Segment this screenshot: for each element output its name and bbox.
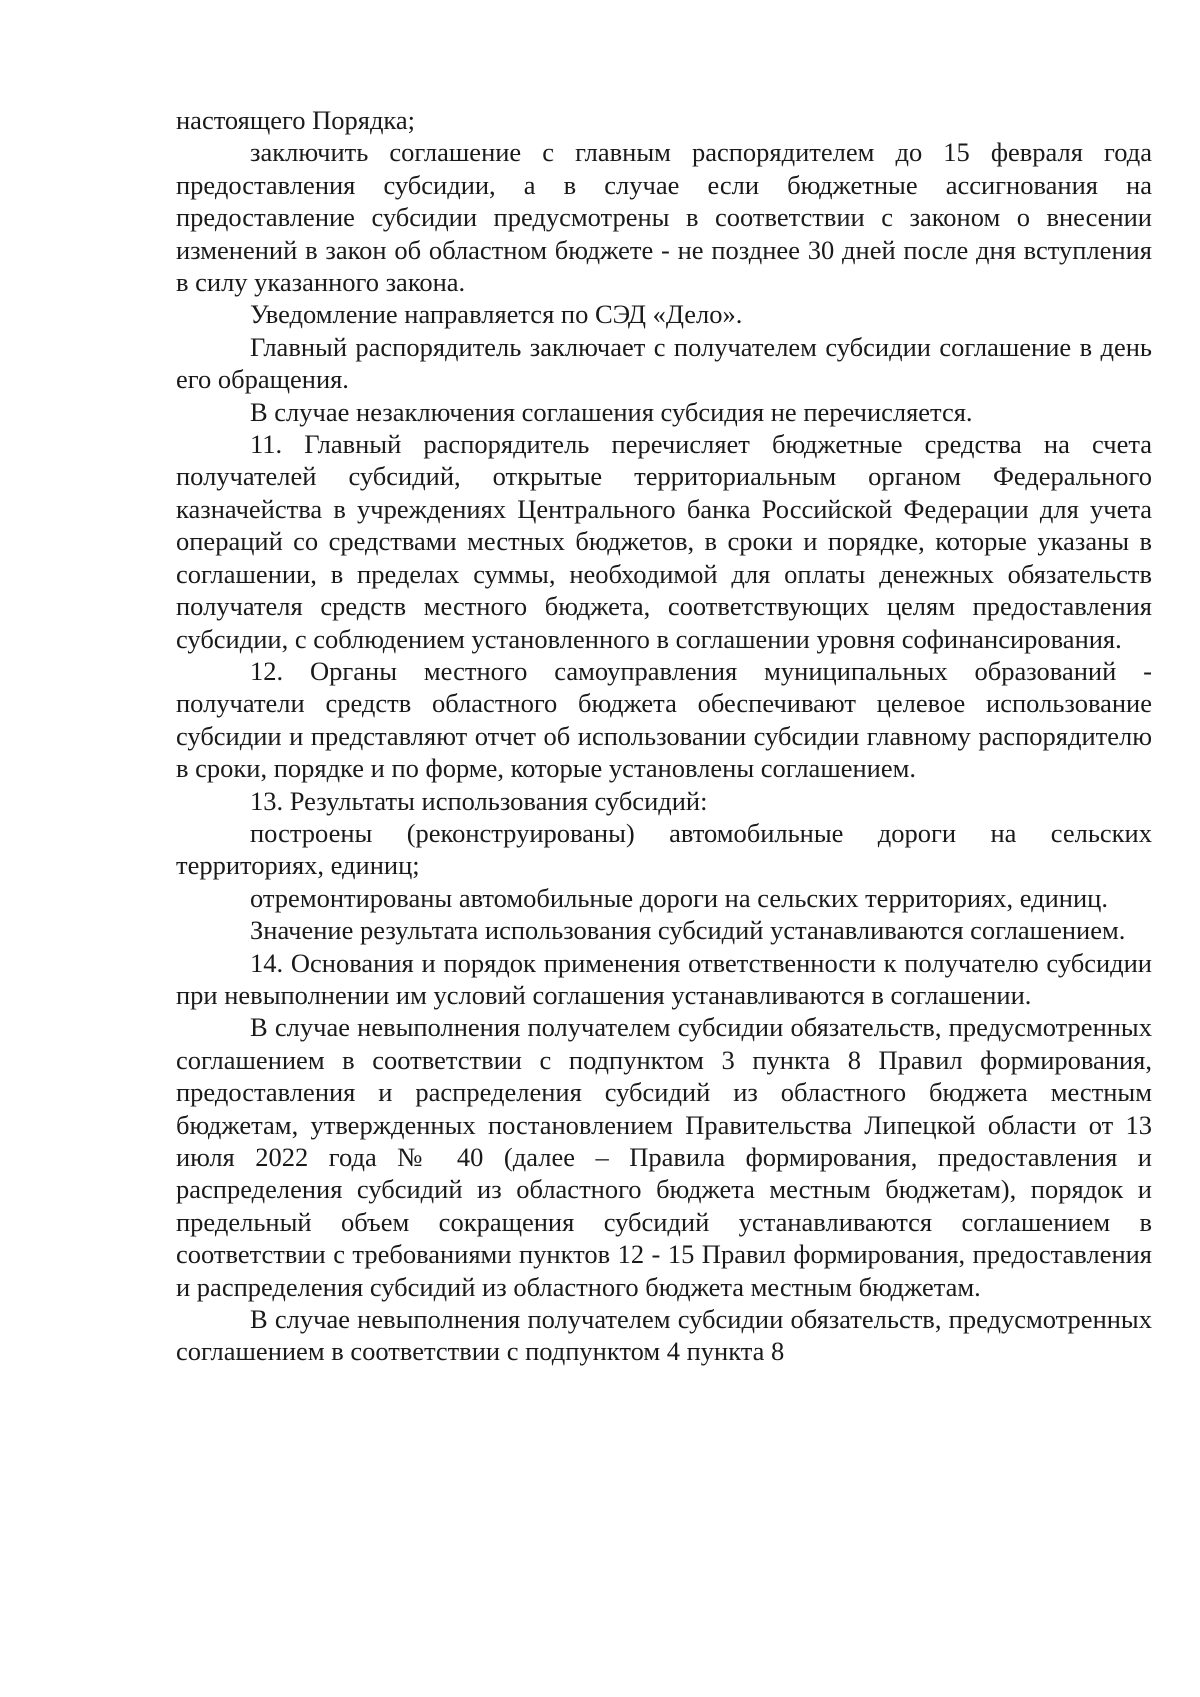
paragraph-item-13: 13. Результаты использования субсидий: xyxy=(250,785,708,816)
paragraph-failure-subpoint-3: В случае невыполнения получателем субсидии обязательств, предусмотренных соглашением в соответствии с подпунктом 3 пункта 8 Правил формирования, предоставления и распределения субсидий из областного бюджета местным бюджетам, утвержденных постановлением Правительства Липецкой области от 13 июля 2022 года № 40 (далее – Правила формирования, предоставления и распределения субсидий из областного бюджета местным бюджетам), порядок и предельный объем сокращения субсидий устанавливаются соглашением в соответствии с требованиями пунктов 12 - 15 Правил формирования, предоставления и распределения субсидий из областного бюджета местным бюджетам. xyxy=(176,1012,1152,1302)
paragraph-failure-subpoint-4: В случае невыполнения получателем субсидии обязательств, предусмотренных соглашением в соответствии с подпунктом 4 пункта 8 xyxy=(176,1304,1152,1367)
document-body xyxy=(176,104,1152,1368)
paragraph-item-11: 11. Главный распорядитель перечисляет бюджетные средства на счета получателей субсидий, открытые территориальным органом Федерального казначейства в учреждениях Центрального банка Российской Федерации для учета операций со средствами местных бюджетов, в сроки и порядке, которые указаны в соглашении, в пределах суммы, необходимой для оплаты денежных обязательств получателя средств местного бюджета, соответствующих целям предоставления субсидии, с соблюдением установленного в соглашении уровня софинансирования. xyxy=(176,429,1152,654)
paragraph-result-value: Значение результата использования субсидий устанавливаются соглашением. xyxy=(250,915,1126,946)
paragraph-conclude-agreement: заключить соглашение с главным распорядителем до 15 февраля года предоставления субсидии, а в случае если бюджетные ассигнования на предоставление субсидии предусмотрены в соответствии с законом о внесении изменений в закон об областном бюджете - не позднее 30 дней после дня вступления в силу указанного закона. xyxy=(176,137,1152,298)
paragraph-agreement-day: Главный распорядитель заключает с получателем субсидии соглашение в день его обращения. xyxy=(176,331,1152,395)
paragraph-no-agreement: В случае незаключения соглашения субсидия не перечисляется. xyxy=(250,396,973,427)
paragraph-item-12: 12. Органы местного самоуправления муниципальных образований - получатели средств областного бюджета обеспечивают целевое использование субсидии и представляют отчет об использовании субсидии главному распорядителю в сроки, порядке и по форме, которые установлены соглашением. xyxy=(176,655,1152,784)
paragraph-item-14: 14. Основания и порядок применения ответственности к получателю субсидии при невыполнении им условий соглашения устанавливаются в соглашении. xyxy=(176,947,1152,1010)
paragraph-result-built: построены (реконструированы) автомобильные дороги на сельских территориях, единиц; xyxy=(176,817,1152,881)
paragraph-result-repaired: отремонтированы автомобильные дороги на сельских территориях, единиц. xyxy=(250,882,1108,913)
paragraph-notification: Уведомление направляется по СЭД «Дело». xyxy=(250,299,743,330)
paragraph-continuation: настоящего Порядка; xyxy=(176,105,416,135)
